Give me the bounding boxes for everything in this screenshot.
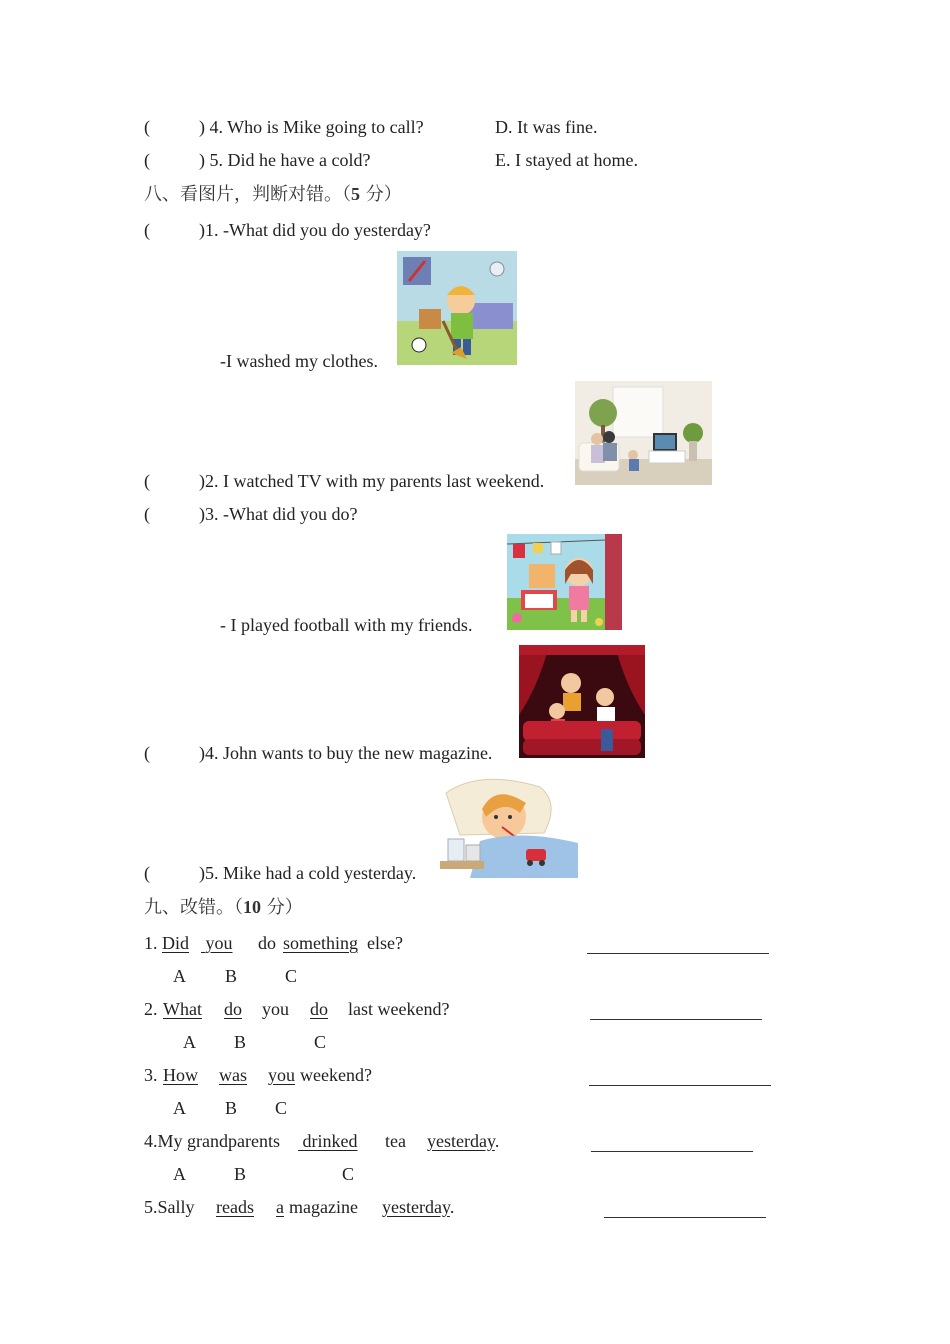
option-label: B <box>234 1164 247 1184</box>
option-label: A <box>173 1164 186 1184</box>
sick-boy-in-bed-image <box>440 773 578 878</box>
question-text: )1. -What did you do yesterday? <box>199 220 431 240</box>
underlined-word-b: a <box>276 1197 284 1217</box>
option-label: B <box>225 1098 238 1118</box>
girl-clothesline-image <box>507 534 622 630</box>
answer-blank[interactable] <box>589 1067 771 1086</box>
answer-text: - I played football with my friends. <box>220 615 473 635</box>
underlined-word-c: yesterday. <box>382 1197 455 1217</box>
underlined-word-a: Did <box>162 933 189 953</box>
answer-blank[interactable] <box>591 1133 753 1152</box>
paren-open: ( <box>144 471 150 491</box>
underlined-word-a: How <box>163 1065 198 1085</box>
question-number: 2. <box>144 999 158 1019</box>
option-label: C <box>285 966 298 986</box>
underlined-word-c: you <box>268 1065 295 1085</box>
underlined-word-b: do <box>224 999 242 1019</box>
underlined-word-c: something <box>283 933 358 953</box>
paren-open: ( <box>144 504 150 524</box>
plain-word: do <box>258 933 276 953</box>
answer-text: -I washed my clothes. <box>220 351 378 371</box>
section-heading: 九、改错。（10 分） <box>144 897 303 918</box>
option-label: C <box>275 1098 288 1118</box>
underlined-word-b: yesterday. <box>427 1131 500 1151</box>
underlined-word-b: you <box>205 933 233 953</box>
answer-blank[interactable] <box>587 935 769 954</box>
plain-word: last weekend? <box>348 999 450 1019</box>
option-label: A <box>173 966 186 986</box>
answer-blank[interactable] <box>590 1001 762 1020</box>
underlined-word-b: was <box>219 1065 247 1085</box>
plain-word: magazine <box>289 1197 358 1217</box>
plain-word: else? <box>367 933 403 953</box>
question-number: 4.My grandparents <box>144 1131 280 1151</box>
question-number: 1. <box>144 933 158 953</box>
option-label: A <box>173 1098 186 1118</box>
question-text: )2. I watched TV with my parents last weekend. <box>199 471 545 491</box>
section-heading: 八、看图片，判断对错。（5 分） <box>144 184 402 205</box>
underlined-word-a: What <box>163 999 202 1019</box>
option-label: B <box>234 1032 247 1052</box>
option-label: C <box>342 1164 355 1184</box>
question-text: ) 5. Did he have a cold? <box>199 150 371 170</box>
option-label: C <box>314 1032 327 1052</box>
option-text: D. It was fine. <box>495 117 598 137</box>
paren-open: ( <box>144 117 150 137</box>
family-watching-tv-image <box>575 381 712 485</box>
boy-sweeping-image <box>397 251 517 365</box>
underlined-word-c: do <box>310 999 328 1019</box>
answer-blank[interactable] <box>604 1199 766 1218</box>
paren-open: ( <box>144 863 150 883</box>
sentence-row <box>144 932 189 954</box>
question-number: 5.Sally <box>144 1197 195 1217</box>
option-text: E. I stayed at home. <box>495 150 638 170</box>
paren-open: ( <box>144 220 150 240</box>
plain-word: weekend? <box>300 1065 372 1085</box>
question-text: )3. -What did you do? <box>199 504 358 524</box>
underlined-word-a: drinked <box>302 1131 358 1151</box>
question-number: 3. <box>144 1065 158 1085</box>
option-label: B <box>225 966 238 986</box>
question-text: ) 4. Who is Mike going to call? <box>199 117 424 137</box>
plain-word: tea <box>385 1131 406 1151</box>
paren-open: ( <box>144 150 150 170</box>
family-at-cinema-image <box>519 645 645 758</box>
question-text: )4. John wants to buy the new magazine. <box>199 743 493 763</box>
option-label: A <box>183 1032 196 1052</box>
paren-open: ( <box>144 743 150 763</box>
question-text: )5. Mike had a cold yesterday. <box>199 863 417 883</box>
underlined-word-a: reads <box>216 1197 254 1217</box>
plain-word: you <box>262 999 289 1019</box>
